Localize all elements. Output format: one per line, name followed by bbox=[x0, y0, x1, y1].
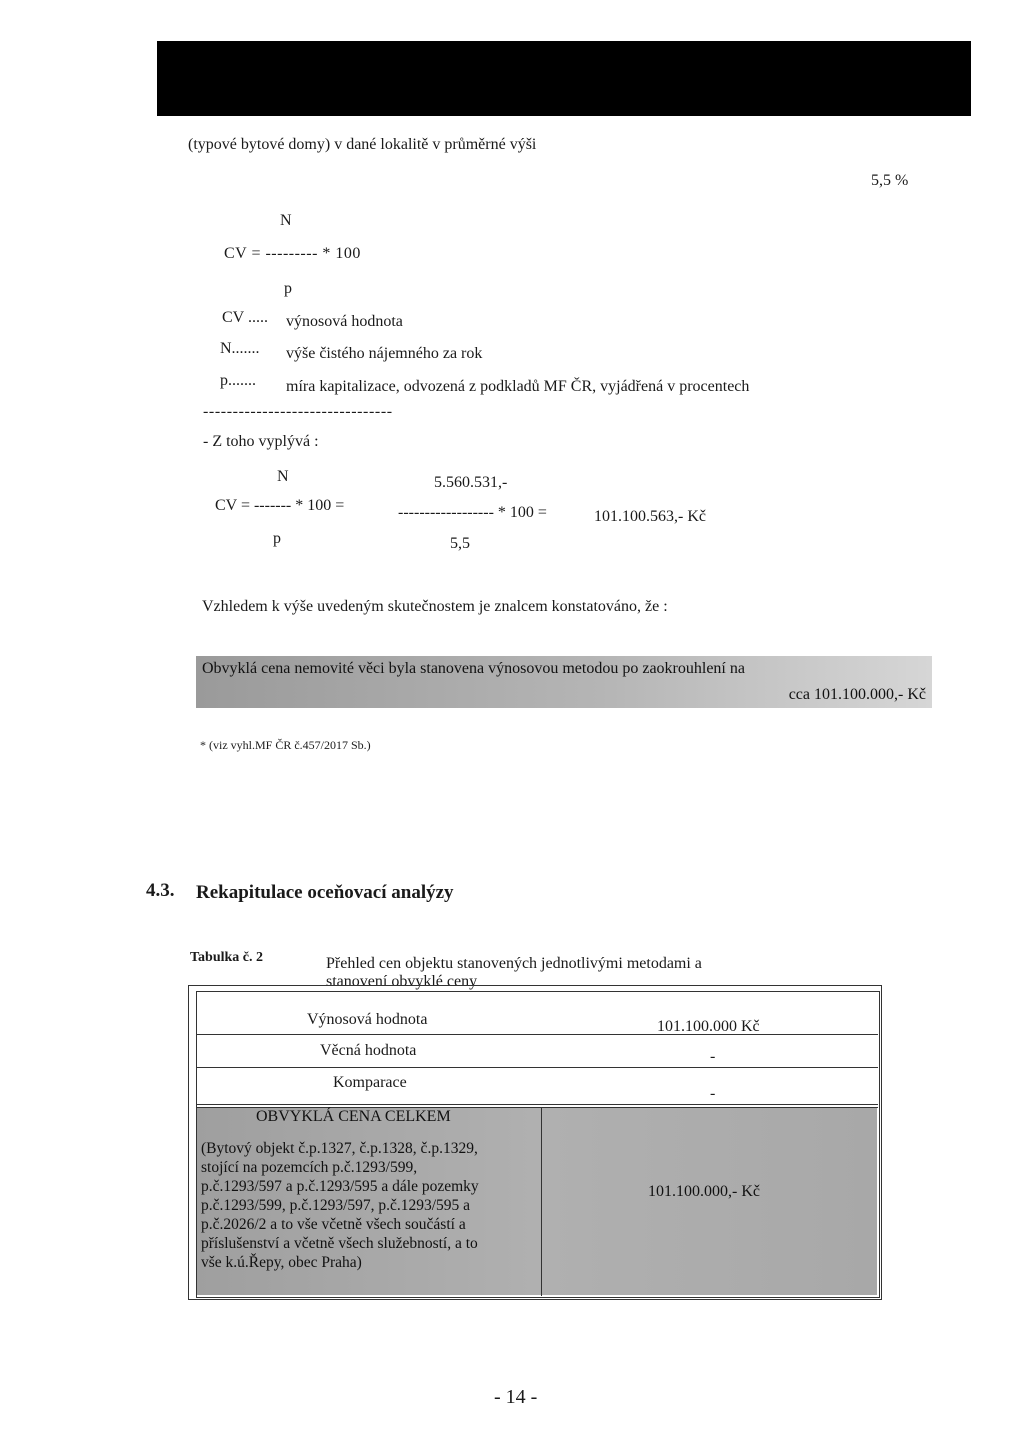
formula1-denominator: p bbox=[284, 280, 292, 297]
table-divider bbox=[196, 1067, 878, 1068]
row-label-income: Výnosová hodnota bbox=[307, 1011, 428, 1028]
formula2-result: 101.100.563,- Kč bbox=[594, 508, 706, 525]
table-label: Tabulka č. 2 bbox=[190, 950, 264, 965]
table-caption-line1: Přehled cen objektu stanovených jednotlivými metodami a bbox=[326, 955, 702, 972]
legend-term-cv: CV ..... bbox=[222, 309, 268, 326]
table-divider bbox=[196, 1104, 878, 1105]
footnote: * (viz vyhl.MF ČR č.457/2017 Sb.) bbox=[200, 738, 371, 752]
legend-desc-p: míra kapitalizace, odvozená z podkladů MF ČR, vyjádřená v procentech bbox=[286, 378, 750, 395]
total-value: 101.100.000,- Kč bbox=[648, 1183, 760, 1200]
legend-desc-n: výše čistého nájemného za rok bbox=[286, 345, 483, 362]
valuation-highlight bbox=[196, 656, 932, 708]
row-value-comparison: - bbox=[710, 1085, 716, 1102]
row-label-comparison: Komparace bbox=[333, 1074, 407, 1091]
total-desc-line: příslušenství a včetně všech služebností, a to bbox=[201, 1235, 478, 1252]
legend-term-n: N....... bbox=[220, 340, 260, 357]
formula2-denominator-value: 5,5 bbox=[450, 535, 470, 552]
capitalization-rate: 5,5 % bbox=[871, 172, 909, 189]
formula2-numerator-value: 5.560.531,- bbox=[434, 474, 508, 491]
section-title: Rekapitulace oceňovací analýzy bbox=[196, 882, 454, 903]
total-desc-line: p.č.2026/2 a to vše včetně všech součástí a bbox=[201, 1216, 466, 1233]
row-value-income: 101.100.000 Kč bbox=[657, 1018, 760, 1035]
total-description bbox=[201, 1139, 537, 1272]
separator-line: -------------------------------- bbox=[203, 403, 393, 420]
total-desc-line: p.č.1293/597 a p.č.1293/595 a dále pozemky bbox=[201, 1178, 479, 1195]
table-column-divider bbox=[541, 1107, 542, 1296]
conclusion-label: - Z toho vyplývá : bbox=[203, 433, 319, 450]
formula2-denominator-symbol: p bbox=[273, 530, 281, 547]
redaction-bar bbox=[157, 41, 971, 116]
page-number: - 14 - bbox=[494, 1386, 538, 1408]
statement: Vzhledem k výše uvedeným skutečnostem je znalcem konstatováno, že : bbox=[202, 598, 668, 615]
formula1-numerator: N bbox=[280, 212, 292, 229]
highlight-line2: cca 101.100.000,- Kč bbox=[788, 686, 926, 703]
intro-line: (typové bytové domy) v dané lokalitě v průměrné výši bbox=[188, 136, 537, 153]
formula2-numerator-symbol: N bbox=[277, 468, 289, 485]
formula2-middle: ------------------ * 100 = bbox=[398, 504, 547, 521]
section-number: 4.3. bbox=[146, 880, 175, 901]
row-label-cost: Věcná hodnota bbox=[320, 1042, 417, 1059]
table-divider bbox=[196, 1034, 878, 1035]
total-desc-line: vše k.ú.Řepy, obec Praha) bbox=[201, 1254, 362, 1271]
formula2-left: CV = ------- * 100 = bbox=[215, 497, 345, 514]
total-desc-line: stojící na pozemcích p.č.1293/599, bbox=[201, 1159, 418, 1176]
total-desc-line: (Bytový objekt č.p.1327, č.p.1328, č.p.1329, bbox=[201, 1140, 478, 1157]
table-caption-line2: stanovení obvyklé ceny bbox=[326, 973, 478, 990]
total-desc-line: p.č.1293/599, p.č.1293/597, p.č.1293/595 a bbox=[201, 1197, 471, 1214]
formula1-line: CV = --------- * 100 bbox=[224, 245, 361, 262]
legend-desc-cv: výnosová hodnota bbox=[286, 313, 403, 330]
row-value-cost: - bbox=[710, 1048, 716, 1065]
legend-term-p: p....... bbox=[220, 372, 256, 389]
total-title: OBVYKLÁ CENA CELKEM bbox=[256, 1108, 451, 1125]
highlight-line1: Obvyklá cena nemovité věci byla stanovena výnosovou metodou po zaokrouhlení na bbox=[202, 660, 745, 677]
